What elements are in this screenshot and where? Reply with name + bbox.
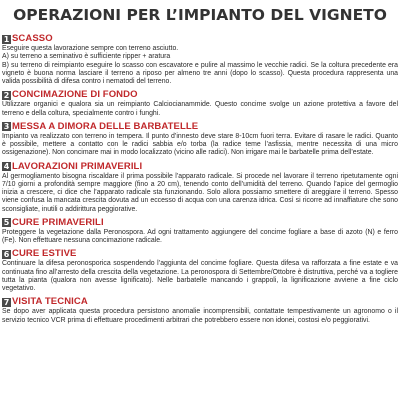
section-body: [2, 45, 398, 86]
sections-container: [2, 34, 398, 325]
section-header: [2, 34, 398, 44]
section-body: [2, 173, 398, 214]
section-number-badge: 2: [3, 90, 10, 100]
section-header: [2, 122, 398, 132]
page-title: OPERAZIONI PER L’IMPIANTO DEL VIGNETO: [13, 6, 387, 24]
section-5: [2, 218, 398, 246]
section-6: [2, 249, 398, 293]
section-1: [2, 34, 398, 86]
section-number-badge: 1: [3, 34, 10, 44]
section-heading: CURE PRIMAVERILI: [12, 216, 104, 228]
document-page: [0, 6, 400, 406]
section-number-badge: 4: [3, 162, 10, 171]
section-paragraph: Al germogliamento bisogna riscaldare il prima possibile l’apparato radicale. Si procede nel lavorare il terreno ripetutamente ogni 7/10 giorni a profondità sempre maggiore (fino a 20 cm), tenendo conto dell’umidità del terreno. Quando l’apice del germoglio inizia a crescere, ci dice che l’apparato radicale sta funzionando. Solo allora possiamo smettere di areggiare il terreno. Spesso viene confusa la mancata crescita dovuta ad un eccesso di acqua con una carenza idrica. Così si ricorre ad innaffiature che sono sconsigliate, inutili o addirittura peggiorative.: [2, 172, 398, 213]
section-heading: CURE ESTIVE: [12, 248, 77, 260]
section-heading: MESSA A DIMORA DELLE BARBATELLE: [12, 120, 199, 132]
section-body: [2, 101, 398, 118]
section-heading: CONCIMAZIONE DI FONDO: [12, 89, 138, 101]
section-body: [2, 308, 398, 325]
section-3: [2, 122, 398, 158]
section-heading: VISITA TECNICA: [12, 296, 88, 308]
section-header: [2, 90, 398, 100]
section-paragraph: Utilizzare organici e qualora sia un reimpianto Calciocianammide. Questo concime svolge un azione protettiva a favore del terreno e della coltura, specialmente contro i funghi.: [2, 101, 398, 117]
section-heading: LAVORAZIONI PRIMAVERILI: [12, 160, 143, 172]
section-paragraph: Proteggere la vegetazione dalla Peronospora. Ad ogni trattamento aggiungere del concime fogliare a base di azoto (N) e ferro (Fe). Non effettuare nessuna concimazione radicale.: [2, 228, 398, 244]
section-body: [2, 133, 398, 158]
section-paragraph: Eseguire questa lavorazione sempre con terreno asciutto.: [2, 45, 179, 52]
section-paragraph: Impianto va realizzato con terreno in tempera. Il punto d’innesto deve stare 8-10cm fuori terra. Evitare di rasare le radici. Quanto è possibile, mettere a contatto con le radici sabbia e/o torba (la radice teme l’asfissia, mentre necessita di una micro ossigenazione). Non concimare mai in modo localizzato (vicino alle radici). Non irrigare mai le barbatelle prima dell’estate.: [2, 132, 398, 157]
section-number-badge: 5: [3, 218, 10, 228]
section-paragraph: Se dopo aver applicata questa procedura persistono anomalie incomprensibili, contattate tempestivamente un agronomo o il servizio tecnico VCR prima di effettuare procedimenti arbitrari che potrebbero essere non idonei, costosi e/o peggiorativi.: [2, 308, 398, 324]
section-4: [2, 162, 398, 214]
section-header: [2, 249, 398, 259]
section-header: [2, 297, 398, 307]
section-body: [2, 260, 398, 293]
section-paragraph: A) su terreno a seminativo è sufficiente ripper + aratura: [2, 53, 171, 61]
section-header: [2, 218, 398, 228]
section-header: [2, 162, 398, 172]
section-7: [2, 297, 398, 325]
section-2: [2, 90, 398, 118]
section-number-badge: 6: [3, 249, 10, 259]
section-number-badge: 3: [3, 122, 10, 132]
section-paragraph: B) su terreno di reimpianto eseguire lo scasso con escavatore e pulire al massimo le vecchie radici. Se la coltura precedente era vigneto è buona norma lasciare il terreno a riposo per almeno tre anni (dopo lo scasso). Questa procedura rappresenta una valida possibilità di difesa contro i nematodi del terreno.: [2, 61, 398, 85]
section-paragraph: Continuare la difesa peronosporica sospendendo l’aggiunta del concime fogliare. Questa difesa va rafforzata a fine estate e va continuata fino all’arresto della crescita della vegetazione. La peronospora di Settembre/Ottobre è distruttiva, perché va a togliere tutta la pianta (qualora non avesse lignificato). Nelle barbatelle mancando i grappoli, la lignificazione avviene a fine ciclo vegetativo.: [2, 260, 398, 292]
section-heading: SCASSO: [12, 33, 53, 44]
section-body: [2, 229, 398, 246]
section-number-badge: 7: [3, 297, 10, 307]
